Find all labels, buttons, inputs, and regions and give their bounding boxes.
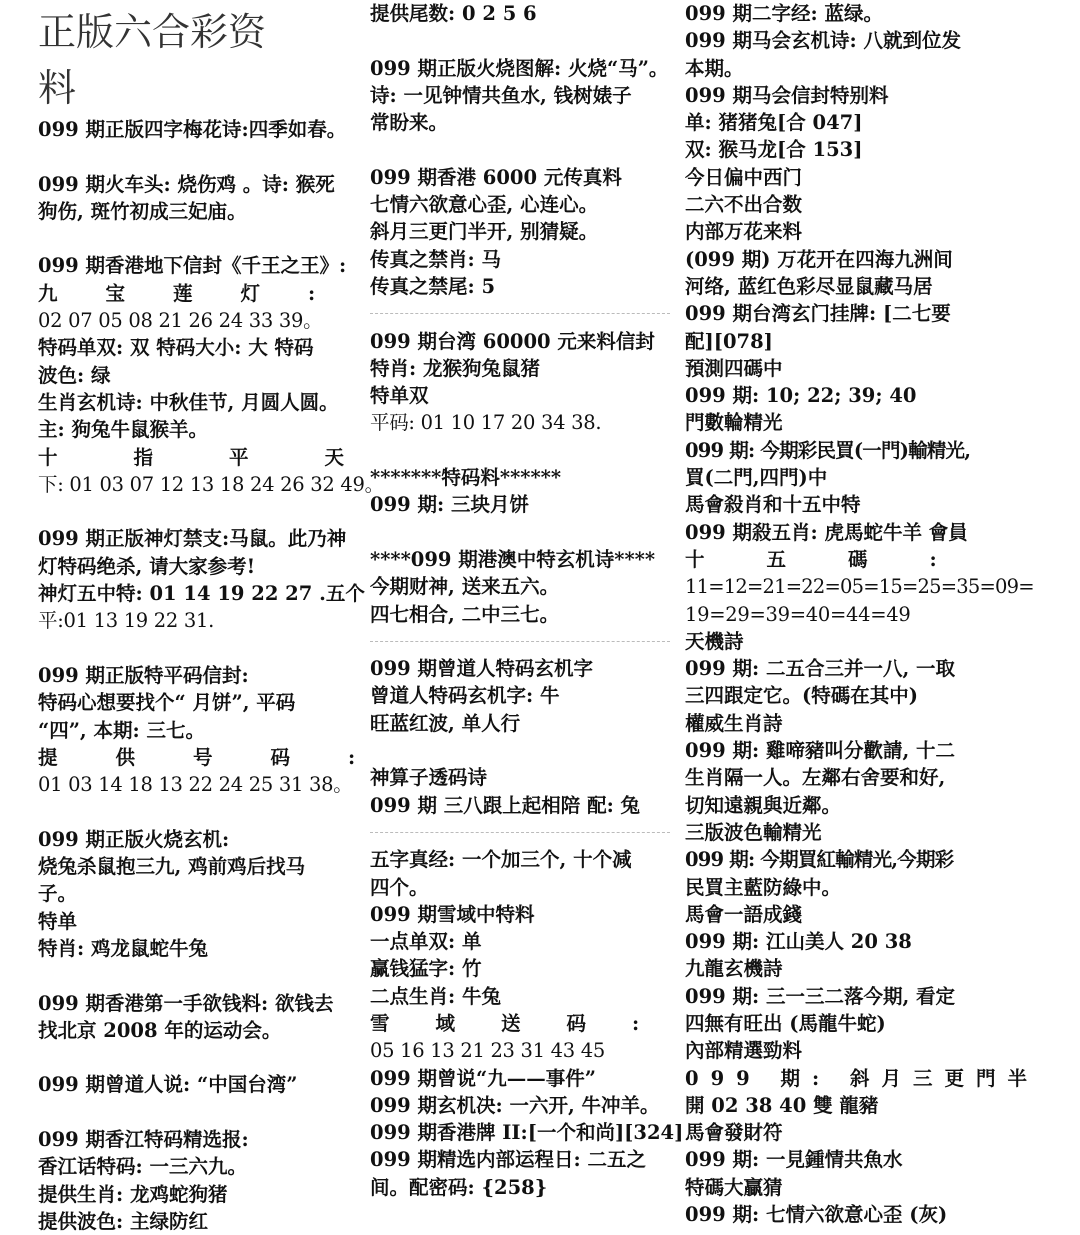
text-line: 099 期火车头: 烧伤鸡 。诗: 猴死 (38, 172, 335, 196)
text-line: 099 期: 今期彩民買(一門)輸精光, (685, 438, 971, 462)
number-line: 02 07 05 08 21 26 24 33 39。 (38, 309, 323, 333)
text-line: 四無有旺出 (馬龍牛蛇) (685, 1011, 886, 1035)
spread-text: 雪域送码: (370, 1011, 686, 1035)
spread-text: 九宝莲灯: (38, 281, 364, 305)
text-line: 099 期曾道人特码玄机字 (370, 657, 593, 681)
text-line: 099 期正版特平码信封: (38, 663, 249, 687)
text-line: 099 期马会玄机诗: 八就到位发 (685, 29, 961, 53)
text-line: 一点单双: 单 (370, 930, 482, 954)
text-line: 香江话特码: 一三六九。 (38, 1155, 247, 1179)
text-line: 權威生肖詩 (685, 711, 783, 735)
spread-line (38, 280, 364, 307)
number-line: 平码: 01 10 17 20 34 38. (370, 411, 602, 435)
text-line: 099 期香港牌 II:[一个和尚][324] (370, 1121, 684, 1145)
text-line: 特单双 (370, 384, 429, 408)
spacer (38, 143, 356, 170)
text-line: “四”, 本期: 三七。 (38, 718, 205, 742)
text-line: 099 期玄机决: 一六开, 牛冲羊。 (370, 1093, 660, 1117)
spread-line (685, 546, 999, 573)
text-line: 常盼来。 (370, 111, 449, 135)
number-line: 11=12=21=22=05=15=25=35=09= (685, 575, 1034, 599)
text-line: 099 期香港 6000 元传真料 (370, 165, 622, 189)
text-line: 特单 (38, 909, 78, 933)
spacer (370, 27, 670, 54)
text-line: 传真之禁肖: 马 (370, 247, 501, 271)
divider (370, 628, 670, 655)
text-line: *******特码料****** (370, 466, 562, 490)
text-line: 099 期曾道人说: “中国台湾” (38, 1073, 298, 1097)
text-line: 特碼大贏猜 (685, 1175, 783, 1199)
spread-text: 十五碼: (685, 547, 999, 571)
text-line: (099 期) 万花开在四海九洲间 (685, 247, 953, 271)
spacer (38, 225, 356, 252)
text-line: 配][078] (685, 329, 773, 353)
spacer (38, 498, 356, 525)
text-line: 斜月三更门半开, 别猜疑。 (370, 220, 599, 244)
text-line: 099 期: 三一三二落今期, 看定 (685, 984, 956, 1008)
text-line: 灯特码绝杀, 请大家参考! (38, 554, 256, 578)
number-line: 下: 01 03 07 12 13 18 24 26 32 49。 (38, 472, 384, 496)
text-line: 特肖: 鸡龙鼠蛇牛兔 (38, 936, 208, 960)
text-line: 波色: 绿 (38, 363, 111, 387)
text-line: 099 期: 二五合三并一八, 一取 (685, 657, 956, 681)
text-line: 特码心想要找个“ 月饼”, 平码 (38, 691, 296, 715)
spacer (38, 1044, 356, 1071)
spread-line (370, 1010, 686, 1037)
text-line: 提供生肖: 龙鸡蛇狗猪 (38, 1182, 228, 1206)
text-line: 099 期: 三块月饼 (370, 493, 529, 517)
text-line: 099 期: 今期買紅輸精光,今期彩 (685, 848, 954, 872)
text-line: 099 期香港第一手欲钱料: 欲钱去 (38, 991, 334, 1015)
text-line: 找北京 2008 年的运动会。 (38, 1018, 282, 1042)
text-line: 099 期: 一見鍾情共魚水 (685, 1148, 903, 1172)
spread-text: 十指平天 (38, 445, 421, 469)
text-line: 099 期台湾玄门挂牌: [二七要 (685, 302, 951, 326)
text-line: 099 期雪域中特料 (370, 902, 535, 926)
text-line: 五字真经: 一个加三个, 十个减 (370, 848, 632, 872)
text-line: 099 期正版火烧图解: 火烧“马”。 (370, 56, 669, 80)
text-line: 馬會一語成錢 (685, 902, 803, 926)
text-line: 099 期正版四字梅花诗:四季如春。 (38, 118, 347, 141)
text-line: 099 期殺五肖: 虎馬蛇牛羊 會員 (685, 520, 968, 544)
text-line: 099 期正版神灯禁支:马鼠。此乃神 (38, 527, 347, 551)
text-line: 河络, 蓝红色彩尽显鼠藏马居 (685, 274, 933, 298)
page-title: 正版六合彩资 料 (38, 10, 267, 110)
text-line: 赢钱猛字: 竹 (370, 957, 482, 981)
text-line: 特肖: 龙猴狗兔鼠猪 (370, 356, 540, 380)
column-middle (370, 0, 686, 1201)
text-line: 099 期台湾 60000 元来料信封 (370, 329, 655, 353)
text-line: 神算子透码诗 (370, 766, 488, 790)
text-line: 買(二門,四門)中 (685, 466, 828, 490)
spacer (38, 798, 356, 825)
text-line: 诗: 一见钟情共鱼水, 钱树婊子 (370, 83, 632, 107)
text-line: 今期财神, 送来五六。 (370, 575, 560, 599)
spacer (38, 1099, 356, 1126)
text-line: 旺蓝红波, 单人行 (370, 711, 521, 735)
text-line: 提供尾数: 0 2 5 6 (370, 2, 537, 25)
number-line: 05 16 13 21 23 31 43 45 (370, 1039, 605, 1063)
text-line: 預測四碼中 (685, 356, 783, 380)
text-line: 九龍玄機詩 (685, 957, 783, 981)
spacer (370, 519, 670, 546)
text-line: 今日偏中西门 (685, 165, 803, 189)
text-line: 烧兔杀鼠抱三九, 鸡前鸡后找马 (38, 855, 306, 879)
text-line: 馬會發財符 (685, 1121, 783, 1145)
text-line: 狗伤, 斑竹初成三妃庙。 (38, 199, 247, 223)
text-line: 099 期精选内部运程日: 二五之 (370, 1148, 646, 1172)
divider (370, 819, 670, 846)
text-line: 099 期 三八跟上起相陪 配: 兔 (370, 793, 641, 817)
number-line: 19=29=39=40=44=49 (685, 602, 911, 626)
text-line: 099 期香港地下信封《千王之王》: (38, 254, 347, 278)
number-line: 平:01 13 19 22 31. (38, 609, 215, 633)
column-right (685, 0, 1039, 1228)
text-line: 099 期曾说“九——事件” (370, 1066, 596, 1090)
text-line: 二六不出合数 (685, 193, 803, 217)
text-line: ****099 期港澳中特玄机诗**** (370, 547, 656, 571)
divider (370, 300, 670, 327)
text-line: 生肖玄机诗: 中秋佳节, 月圆人圆。 (38, 390, 339, 414)
spacer (370, 737, 670, 764)
text-line: 099 期二字经: 蓝绿。 (685, 2, 883, 25)
text-line: 子。 (38, 882, 78, 906)
text-line: 099 期: 江山美人 20 38 (685, 930, 912, 954)
text-line: 四个。 (370, 875, 429, 899)
text-line: 馬會殺肖和十五中特 (685, 493, 861, 517)
spacer (370, 437, 670, 464)
text-line: 七情六欲意心歪, 心连心。 (370, 193, 599, 217)
text-line: 曾道人特码玄机字: 牛 (370, 684, 560, 708)
text-line: 099 期: 斜月三更門半 (685, 1066, 1039, 1090)
spread-line (38, 444, 421, 471)
spacer (38, 635, 356, 662)
text-line: 提供波色: 主绿防红 (38, 1209, 208, 1233)
text-line: 門數輪精光 (685, 411, 783, 435)
text-line: 099 期正版火烧玄机: (38, 827, 230, 851)
text-line: 三版波色輸精光 (685, 820, 822, 844)
spread-text: 提供号码: (38, 745, 414, 769)
text-line: 神灯五中特: 01 14 19 22 27 .五个 (38, 582, 365, 606)
text-line: 单: 猪猪兔[合 047] (685, 111, 863, 135)
text-line: 切知遠親與近鄰。 (685, 793, 842, 817)
text-line: 099 期: 10; 22; 39; 40 (685, 384, 917, 408)
text-line: 间。配密码: {258} (370, 1175, 548, 1199)
text-line: 三四跟定它。(特碼在其中) (685, 684, 918, 708)
text-line: 传真之禁尾: 5 (370, 274, 496, 298)
text-line: 天機詩 (685, 629, 744, 653)
text-line: 099 期: 七情六欲意心歪 (灰) (685, 1203, 948, 1227)
text-line: 內部精選勁料 (685, 1039, 803, 1063)
text-line: 生肖隔一人。左鄰右舍要和好, (685, 766, 946, 790)
spread-line (38, 744, 414, 771)
spacer (38, 962, 356, 989)
text-line: 二点生肖: 牛兔 (370, 984, 501, 1008)
text-line: 099 期香江特码精选报: (38, 1127, 249, 1151)
text-line: 双: 猴马龙[合 153] (685, 138, 863, 162)
text-line: 主: 狗兔牛鼠猴羊。 (38, 418, 208, 442)
text-line: 四七相合, 二中三七。 (370, 602, 560, 626)
text-line: 099 期马会信封特别料 (685, 83, 889, 107)
text-line: 民買主藍防綠中。 (685, 875, 842, 899)
text-line: 内部万花来料 (685, 220, 803, 244)
text-line: 開 02 38 40 雙 龍豬 (685, 1093, 879, 1117)
text-line: 特码单双: 双 特码大小: 大 特码 (38, 336, 314, 360)
spacer (370, 136, 670, 163)
text-line: 099 期: 雞啼豬叫分歡請, 十二 (685, 739, 956, 763)
text-line: 本期。 (685, 56, 744, 80)
number-line: 01 03 14 18 13 22 24 25 31 38。 (38, 773, 353, 797)
